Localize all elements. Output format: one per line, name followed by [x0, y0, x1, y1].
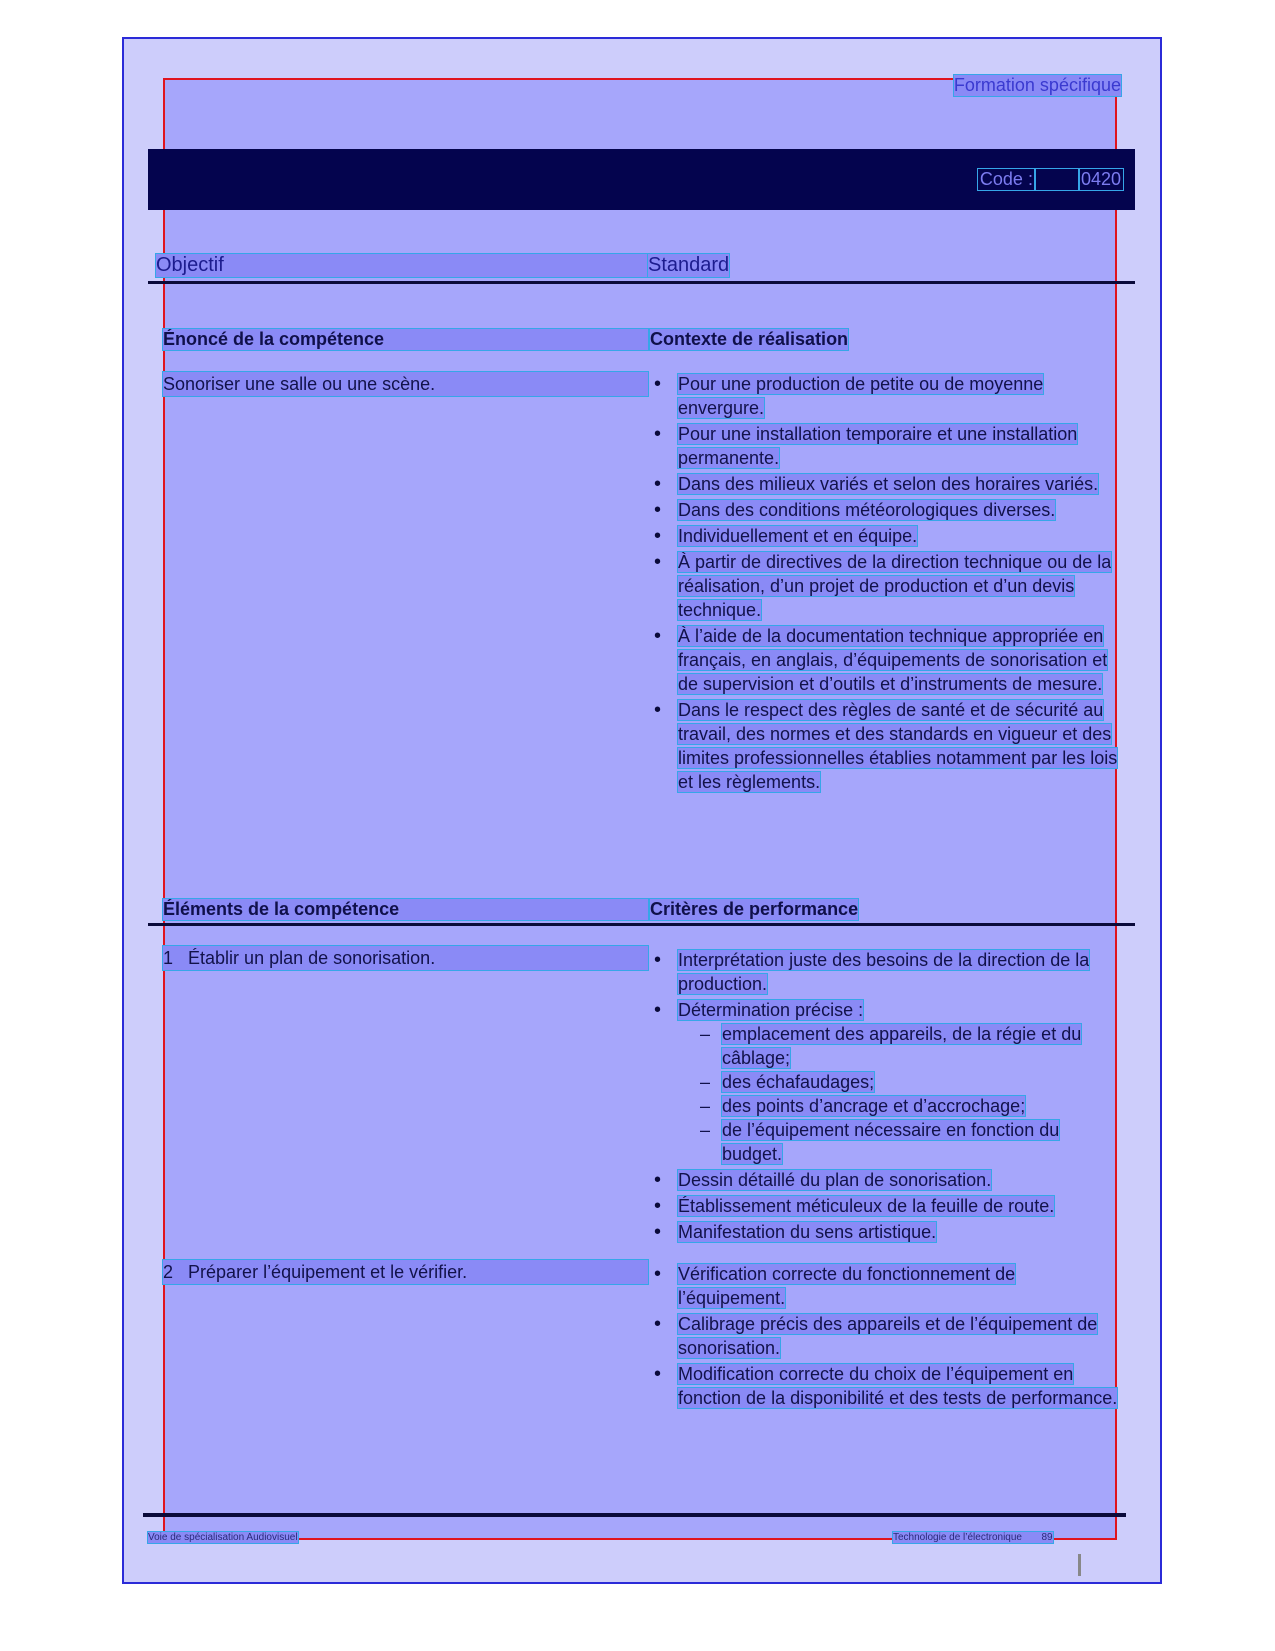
- context-item: • Dans des conditions météorologiques diverses.: [654, 498, 1119, 522]
- criteria-item: • Manifestation du sens artistique.: [654, 1220, 1119, 1244]
- criteria-subitem: – des échafaudages;: [700, 1070, 1119, 1094]
- context-item: • Individuellement et en équipe.: [654, 524, 1119, 548]
- criteria-item: • Dessin détaillé du plan de sonorisation.: [654, 1168, 1119, 1192]
- criteria-item: • Vérification correcte du fonctionnement de l’équipement.: [654, 1262, 1119, 1310]
- competence-heading: Énoncé de la compétence: [163, 329, 648, 350]
- column-title-objectif: Objectif: [156, 254, 648, 277]
- context-item: • Dans le respect des règles de santé et de sécurité au travail, des normes et des standards en vigueur et des limites professionnelles établies notamment par les lois et les règlements.: [654, 698, 1119, 794]
- code-value: 0420: [1080, 169, 1121, 189]
- context-item: • Pour une production de petite ou de moyenne envergure.: [654, 372, 1119, 420]
- elements-heading: Éléments de la compétence: [163, 899, 648, 920]
- code-label: Code :: [979, 169, 1033, 189]
- criteria-heading: Critères de performance: [650, 899, 859, 919]
- page-number: 89: [1041, 1532, 1053, 1543]
- column-title-standard: Standard: [648, 254, 730, 276]
- element-number: 2: [163, 1262, 174, 1282]
- context-list: [654, 372, 1119, 796]
- element-1: [163, 946, 648, 970]
- footer-left: Voie de spécialisation Audiovisuel: [148, 1532, 298, 1543]
- criteria-item: • Détermination précise : – emplacement des appareils, de la régie et du câblage; – des échafaudages; – des points d’ancrage et d’accrochage; – de l’équipement nécessaire en fonction du budget.: [654, 998, 1119, 1166]
- criteria-item: • Établissement méticuleux de la feuille de route.: [654, 1194, 1119, 1218]
- criteria-sublist: [678, 1022, 1119, 1166]
- footer-rule: [143, 1513, 1126, 1517]
- criteria-list-2: [654, 1262, 1119, 1412]
- page-marker: [1078, 1554, 1081, 1576]
- context-item: • Dans des milieux variés et selon des horaires variés.: [654, 472, 1119, 496]
- column-title-rule: [148, 281, 1135, 284]
- criteria-subitem: – de l’équipement nécessaire en fonction du budget.: [700, 1118, 1119, 1166]
- element-2: [163, 1260, 648, 1284]
- context-item: • À partir de directives de la direction technique ou de la réalisation, d’un projet de production et d’un devis technique.: [654, 550, 1119, 622]
- context-item: • À l’aide de la documentation technique appropriée en français, en anglais, d’équipements de sonorisation et de supervision et d’outils et d’instruments de mesure.: [654, 624, 1119, 696]
- footer-program: Technologie de l’électronique: [893, 1532, 1022, 1543]
- criteria-item: • Interprétation juste des besoins de la direction de la production.: [654, 948, 1119, 996]
- criteria-subitem: – emplacement des appareils, de la régie et du câblage;: [700, 1022, 1119, 1070]
- title-band: [148, 149, 1135, 210]
- footer-right: [893, 1532, 1053, 1543]
- criteria-list-1: [654, 948, 1119, 1246]
- context-heading: Contexte de réalisation: [650, 329, 849, 349]
- element-label: Préparer l’équipement et le vérifier.: [188, 1262, 468, 1282]
- element-label: Établir un plan de sonorisation.: [188, 948, 436, 968]
- context-item: • Pour une installation temporaire et une installation permanente.: [654, 422, 1119, 470]
- elements-rule: [148, 923, 1135, 926]
- competence-statement: Sonoriser une salle ou une scène.: [163, 372, 648, 396]
- code-gap: [1035, 169, 1079, 190]
- criteria-subitem: – des points d’ancrage et d’accrochage;: [700, 1094, 1119, 1118]
- criteria-item: • Modification correcte du choix de l’équipement en fonction de la disponibilité et des tests de performance.: [654, 1362, 1119, 1410]
- element-number: 1: [163, 948, 174, 968]
- criteria-item: • Calibrage précis des appareils et de l’équipement de sonorisation.: [654, 1312, 1119, 1360]
- program-label: Formation spécifique: [953, 75, 1121, 95]
- competency-code: [978, 169, 1123, 190]
